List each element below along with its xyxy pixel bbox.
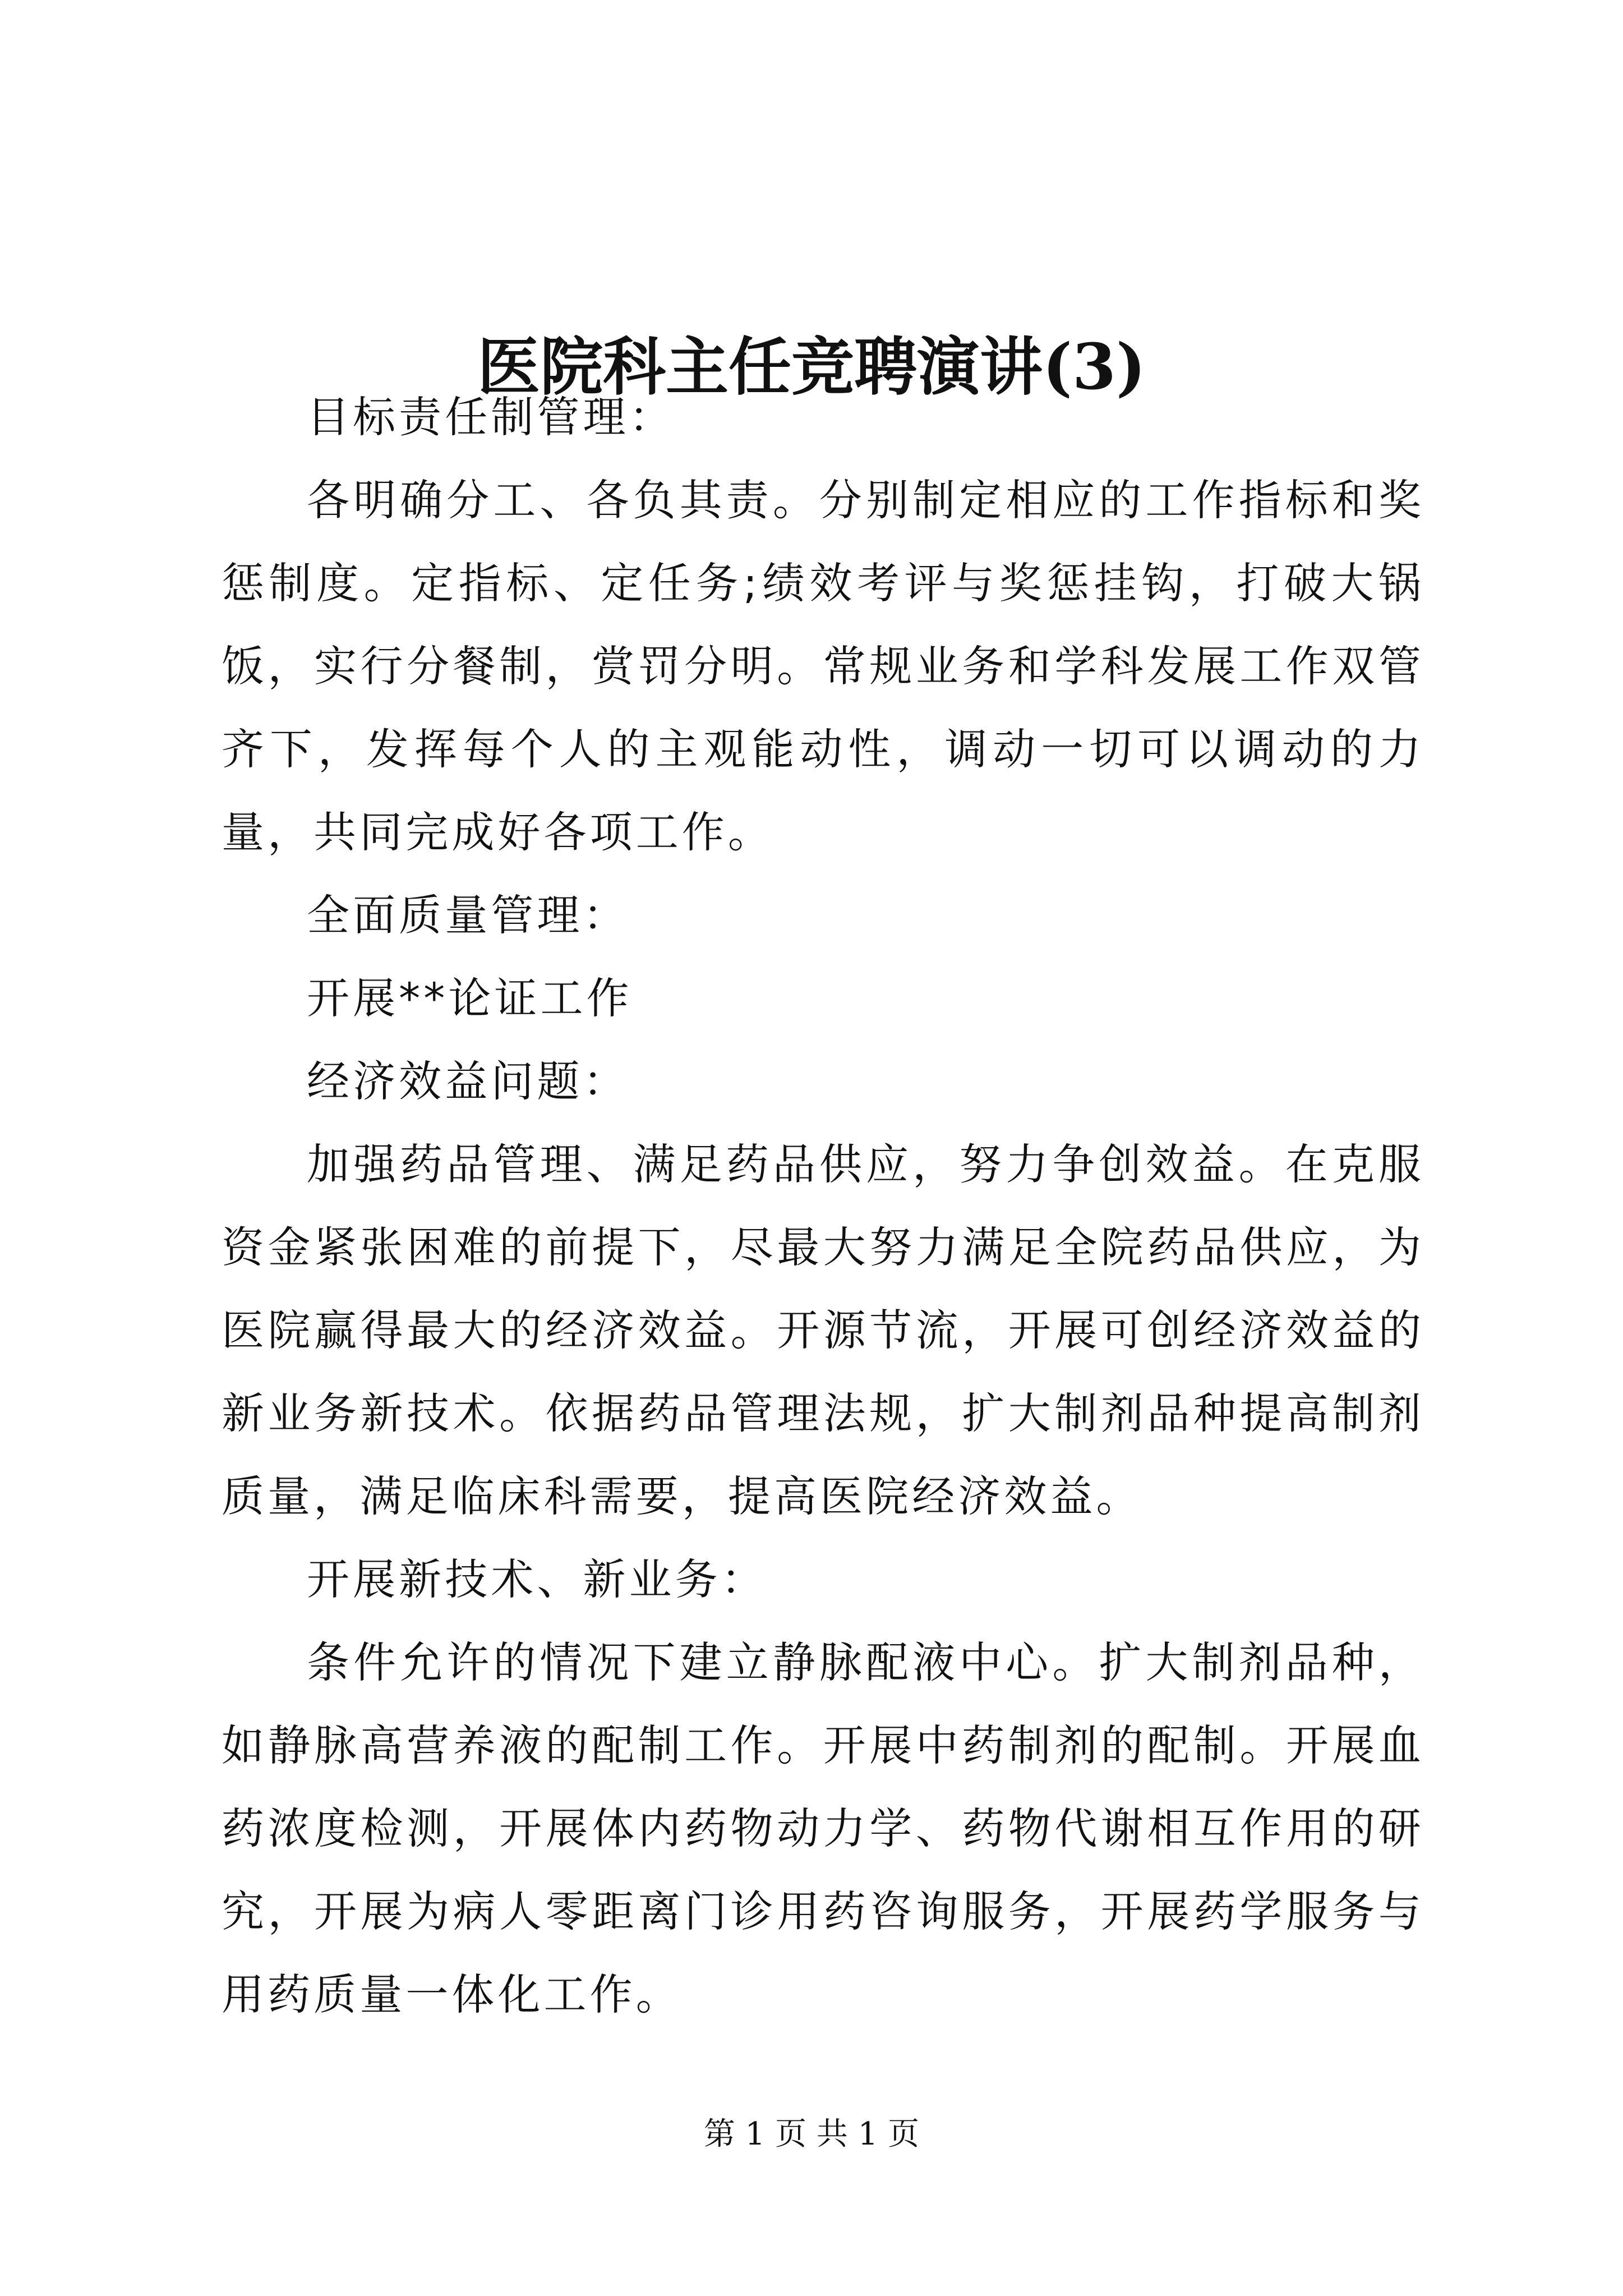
paragraph-1: 目标责任制管理： <box>307 392 675 442</box>
page-footer: 第 1 页 共 1 页 <box>703 2116 920 2152</box>
paragraph-8: 条件允许的情况下建立静脉配液中心。扩大制剂品种，如静脉高营养液的配制工作。开展中药制剂的配制。开展血药浓度检测，开展体内药物动力学、药物代谢相互作用的研究，开展为病人零距离门诊用药咨询服务，开展药学服务与用药质量一体化工作。 <box>222 1637 1424 2019</box>
paragraph-3: 全面质量管理： <box>307 890 629 940</box>
paragraph-4: 开展**论证工作 <box>307 973 633 1023</box>
paragraph-5: 经济效益问题： <box>307 1056 629 1106</box>
document-body <box>222 376 1424 2036</box>
paragraph-7: 开展新技术、新业务： <box>307 1554 767 1604</box>
paragraph-2: 各明确分工、各负其责。分别制定相应的工作指标和奖惩制度。定指标、定任务;绩效考评与奖惩挂钩，打破大锅饭，实行分餐制，赏罚分明。常规业务和学科发展工作双管齐下，发挥每个人的主观能动性，调动一切可以调动的力量，共同完成好各项工作。 <box>222 475 1424 857</box>
document-title: 医院科主任竞聘演讲(3) <box>477 330 1146 404</box>
paragraph-6: 加强药品管理、满足药品供应，努力争创效益。在克服资金紧张困难的前提下，尽最大努力满足全院药品供应，为医院赢得最大的经济效益。开源节流，开展可创经济效益的新业务新技术。依据药品管理法规，扩大制剂品种提高制剂质量，满足临床科需要，提高医院经济效益。 <box>222 1139 1424 1521</box>
